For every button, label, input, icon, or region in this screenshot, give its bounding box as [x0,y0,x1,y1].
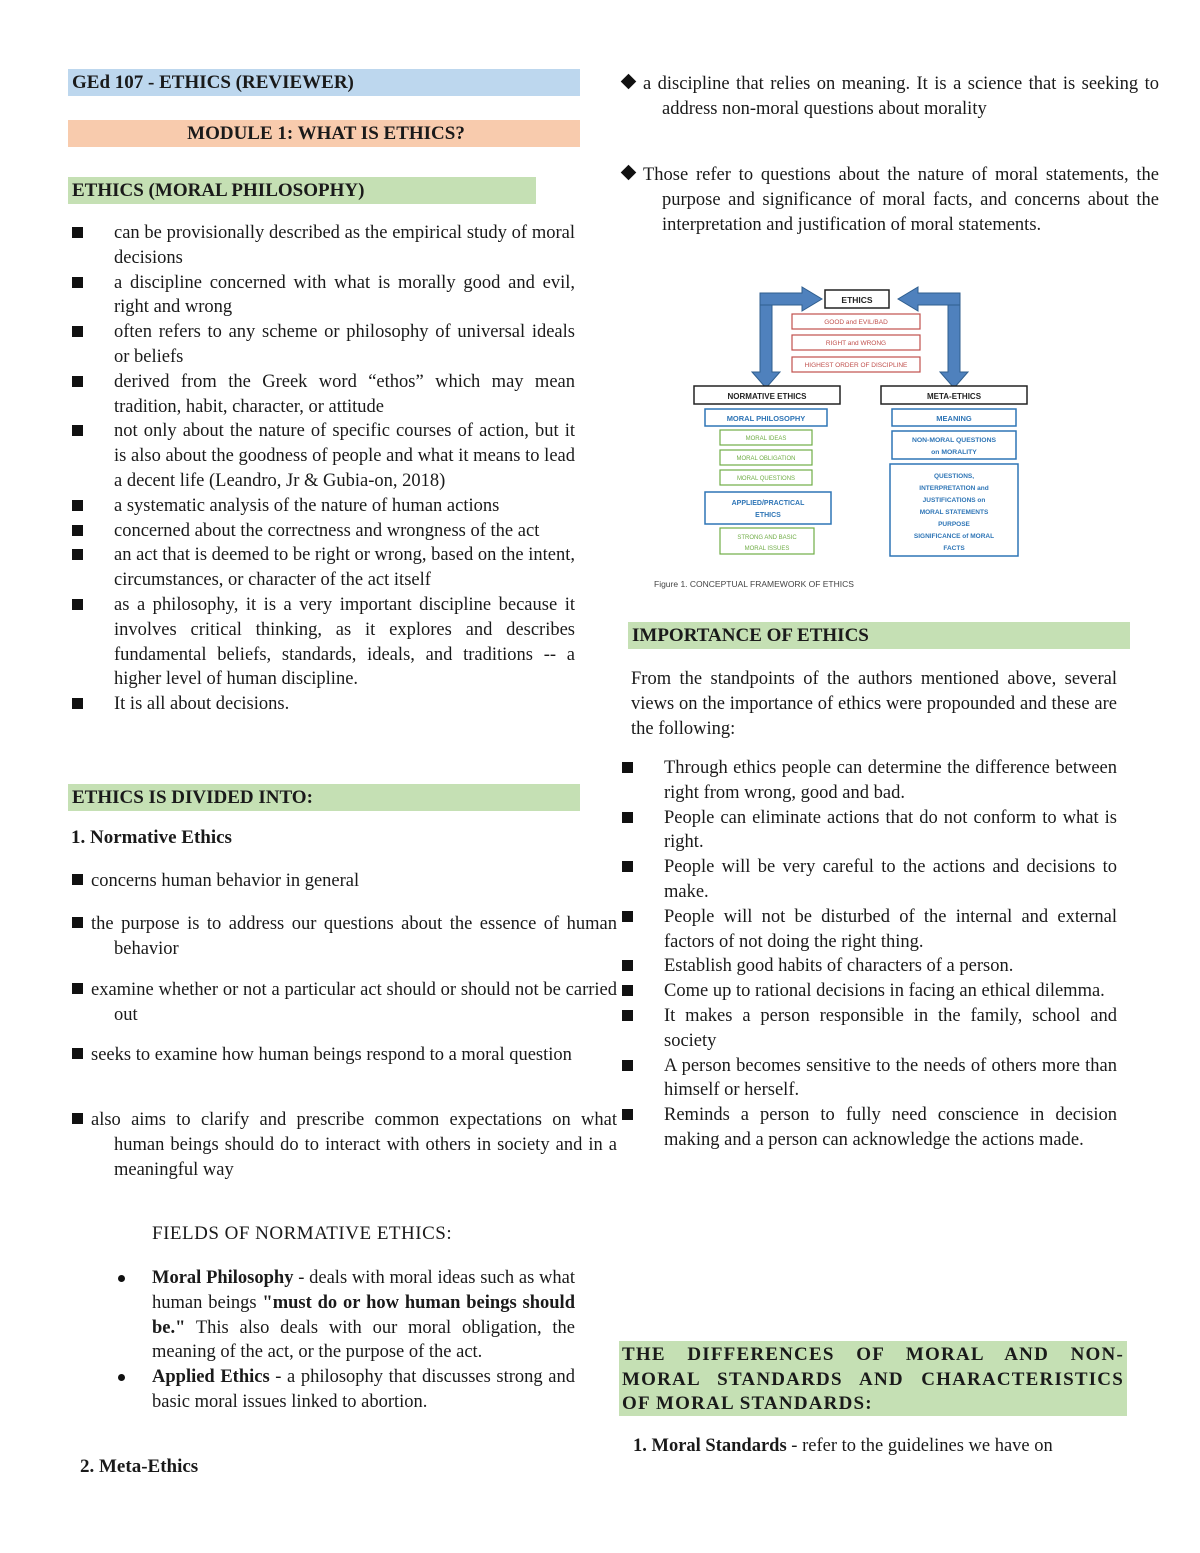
normative-item: seeks to examine how human beings respond to a moral question [72,1043,617,1068]
figure-top-box: ETHICS [841,295,873,305]
ethics-heading: ETHICS (MORAL PHILOSOPHY) [68,177,536,204]
importance-intro: From the standpoints of the authors mentioned above, several views on the importance of ethics were propounded and these are the following: [631,669,1117,739]
differences-heading: THE DIFFERENCES OF MORAL AND NON-MORAL STANDARDS AND CHARACTERISTICS OF MORAL STANDARDS: [619,1341,1127,1416]
square-bullet-icon [72,326,83,337]
list-item: concerned about the correctness and wrongness of the act [72,519,575,544]
square-bullet-icon [72,227,83,238]
square-bullet-icon [622,960,633,971]
figure-top-item: GOOD and EVIL/BAD [824,319,888,326]
course-title: GEd 107 - ETHICS (REVIEWER) [68,69,580,96]
list-item: can be provisionally described as the empirical study of moral decisions [72,221,575,271]
figure-top-item: HIGHEST ORDER OF DISCIPLINE [804,362,908,369]
list-item: a systematic analysis of the nature of human actions [72,494,575,519]
list-item: People can eliminate actions that do not conform to what is right. [622,806,1117,856]
list-item: It makes a person responsible in the family, school and society [622,1004,1117,1054]
normative-item: concerns human behavior in general [72,869,617,894]
square-bullet-icon [622,985,633,996]
divided-heading: ETHICS IS DIVIDED INTO: [68,784,580,811]
list-item: People will be very careful to the actions and decisions to make. [622,855,1117,905]
normative-ethics-title: 1. Normative Ethics [71,827,232,848]
square-bullet-icon [622,911,633,922]
list-item: Establish good habits of characters of a person. [622,954,1117,979]
list-item: Moral Philosophy - deals with moral ideas such as what human beings "must do or how human beings should be." This also deals with our moral obligation, the meaning of the act, or the purpose of the act. [70,1266,575,1365]
figure-nonmoral-line: NON-MORAL QUESTIONS [911,437,997,444]
meta-item: a discipline that relies on meaning. It is a science that is seeking to address non-moral questions about morality [620,72,1159,122]
figure-normative-item: MORAL QUESTIONS [736,476,796,482]
ethics-definition-list [72,221,575,717]
list-item: Reminds a person to fully need conscience in decision making and a person can acknowledge the actions made. [622,1103,1117,1153]
figure-questions-line: PURPOSE [938,521,970,528]
square-bullet-icon [622,861,633,872]
figure-questions-line: SIGNIFICANCE of MORAL [913,533,995,540]
diamond-bullet-icon [621,74,637,90]
figure-nonmoral-line: on MORALITY [931,449,977,456]
square-bullet-icon [72,1113,83,1124]
figure-normative-item: MORAL OBLIGATION [736,456,796,462]
normative-item: the purpose is to address our questions about the essence of human behavior [72,912,617,962]
figure-applied-line: ETHICS [755,512,781,519]
list-item: A person becomes sensitive to the needs of others more than himself or herself. [622,1054,1117,1104]
moral-standards-item: 1. Moral Standards - refer to the guidelines we have on [633,1436,1053,1456]
figure-questions-line: MORAL STATEMENTS [919,509,989,516]
figure-meta-box: META-ETHICS [926,392,982,401]
meta-ethics-title: 2. Meta-Ethics [80,1456,199,1477]
square-bullet-icon [72,277,83,288]
square-bullet-icon [72,425,83,436]
square-bullet-icon [72,698,83,709]
square-bullet-icon [622,1060,633,1071]
figure-strong-line: MORAL ISSUES [744,546,790,552]
normative-item: examine whether or not a particular act should or should not be carried out [72,978,617,1028]
figure-top-item: RIGHT and WRONG [825,340,887,347]
fields-list [70,1266,575,1415]
square-bullet-icon [622,762,633,773]
square-bullet-icon [622,1109,633,1120]
importance-list [622,756,1117,1153]
square-bullet-icon [72,500,83,511]
figure-moral-philosophy: MORAL PHILOSOPHY [726,414,806,423]
figure-normative-item: MORAL IDEAS [745,436,787,442]
list-item: Applied Ethics - a philosophy that discusses strong and basic moral issues linked to abortion. [70,1365,575,1415]
square-bullet-icon [622,812,633,823]
figure-applied-line: APPLIED/PRACTICAL [731,500,805,507]
list-item: Through ethics people can determine the difference between right from wrong, good and bad. [622,756,1117,806]
square-bullet-icon [72,599,83,610]
bullet-dot-icon [118,1374,125,1381]
square-bullet-icon [72,983,83,994]
list-item: People will not be disturbed of the internal and external factors of not doing the right thing. [622,905,1117,955]
square-bullet-icon [72,525,83,536]
bullet-dot-icon [118,1275,125,1282]
list-item: not only about the nature of specific courses of action, but it is also about the goodness of people and what it means to lead a decent life (Leandro, Jr & Gubia-on, 2018) [72,419,575,493]
square-bullet-icon [72,917,83,928]
square-bullet-icon [72,549,83,560]
list-item: as a philosophy, it is a very important discipline because it involves critical thinking, as it explores and describes fundamental beliefs, standards, ideals, and traditions -- a higher level of human discipline. [72,593,575,692]
conceptual-framework-figure [650,286,1050,596]
list-item: an act that is deemed to be right or wrong, based on the intent, circumstances, or character of the act itself [72,543,575,593]
module-title: MODULE 1: WHAT IS ETHICS? [68,120,580,147]
diamond-bullet-icon [621,165,637,181]
list-item: often refers to any scheme or philosophy of universal ideals or beliefs [72,320,575,370]
figure-questions-line: QUESTIONS, [933,473,975,480]
square-bullet-icon [72,1048,83,1059]
figure-questions-line: INTERPRETATION and [919,485,989,492]
list-item: Come up to rational decisions in facing an ethical dilemma. [622,979,1117,1004]
square-bullet-icon [72,376,83,387]
fields-heading: FIELDS OF NORMATIVE ETHICS: [152,1223,453,1244]
importance-heading: IMPORTANCE OF ETHICS [628,622,1130,649]
meta-item: Those refer to questions about the nature of moral statements, the purpose and significance of moral facts, and concerns about the interpretation and justification of moral statements. [620,163,1159,237]
list-item: a discipline concerned with what is morally good and evil, right and wrong [72,271,575,321]
figure-meaning: MEANING [936,414,972,423]
figure-questions-line: JUSTIFICATIONS on [922,497,986,504]
figure-strong-line: STRONG AND BASIC [737,535,797,541]
list-item: derived from the Greek word “ethos” which may mean tradition, habit, character, or attitude [72,370,575,420]
list-item: It is all about decisions. [72,692,575,717]
figure-questions-line: FACTS [943,545,965,552]
square-bullet-icon [622,1010,633,1021]
normative-item: also aims to clarify and prescribe common expectations on what human beings should do to interact with others in society and in a meaningful way [72,1108,617,1182]
figure-caption: Figure 1. CONCEPTUAL FRAMEWORK OF ETHICS [654,579,854,589]
square-bullet-icon [72,874,83,885]
figure-normative-box: NORMATIVE ETHICS [727,392,807,401]
